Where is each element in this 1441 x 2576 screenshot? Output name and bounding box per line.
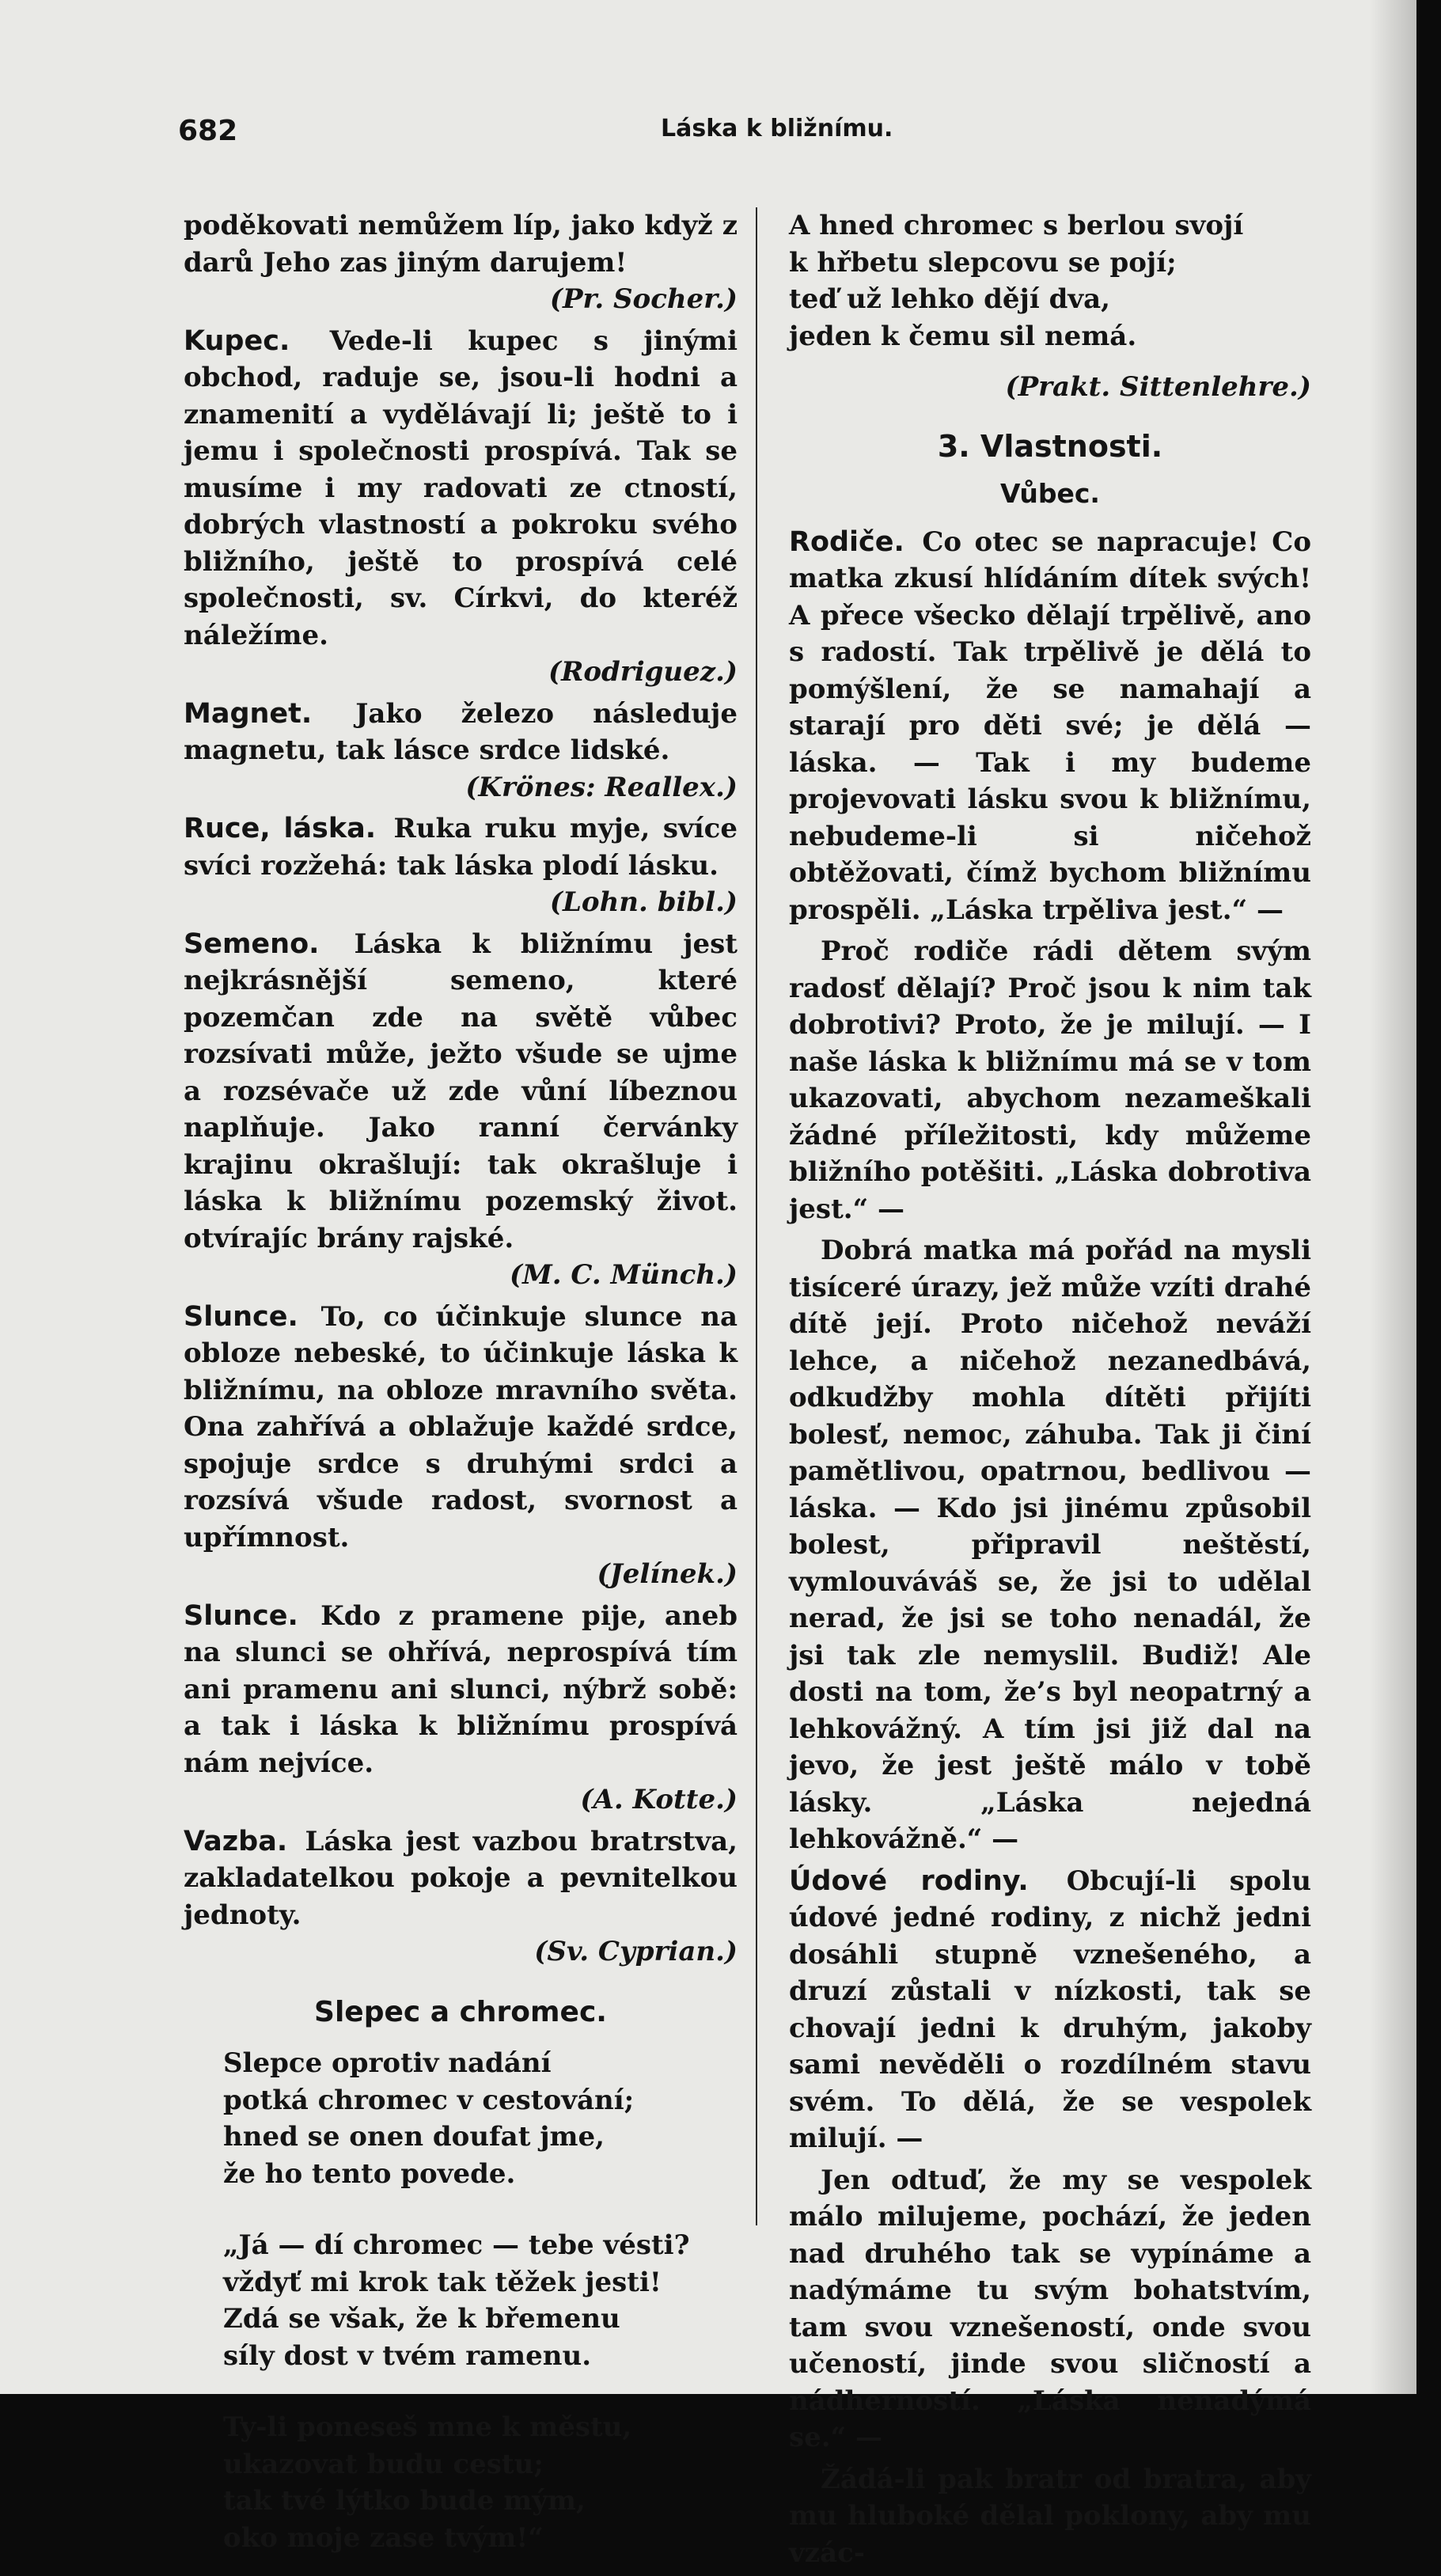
verse-line: teď už lehko dějí dva, [789, 283, 1111, 315]
poem [223, 2045, 738, 2556]
entry-vazba [184, 1823, 738, 1971]
verse-line: síly dost v tvém ramenu. [223, 2339, 592, 2372]
entry-source: (Lohn. bibl.) [549, 886, 738, 918]
entry-source: (M. C. Münch.) [510, 1259, 738, 1291]
verse-line: ukazovat budu cestu; [223, 2448, 544, 2480]
entry-keyword: Údové rodiny. [789, 1865, 1029, 1897]
entry-udove-rodiny [789, 1863, 1311, 2157]
paragraph: Žádá-li pak bratr od bratra, aby mu hluboké dělal poklony, aby mu vzác- [789, 2463, 1311, 2569]
entry-text: Ruka ruku myje, svíce svíci rozžehá: tak láska plodí lásku. [184, 813, 738, 882]
verse-line: Zdá se však, že k břemenu [223, 2303, 620, 2335]
entry-keyword: Rodiče. [789, 525, 904, 558]
poem-stanza [223, 2227, 738, 2374]
entry-keyword: Slunce. [184, 1300, 298, 1333]
right-column [789, 207, 1311, 2576]
entry-semeno [184, 926, 738, 1294]
entry-text: Láska k bližnímu jest nejkrásnější semeno, které pozemčan zde na světě vůbec rozsívati může, ježto všude se ujme a rozsévače už zde vůní líbeznou naplňuje. Jako ranní červánky krajinu okrašlují: tak okrašluje i láska k bližnímu pozemský život. otvírajíc brány rajské. [184, 928, 738, 1254]
verse-line: vždyť mi krok tak těžek jesti! [223, 2266, 662, 2298]
entry-slunce-2 [184, 1598, 738, 1819]
entry-text: Obcují-li spolu údové jedné rodiny, z nichž jedni dosáhli stupně vznešeného, a druzí zůstali v nízkosti, tak se chovají jedni k druhým, jakoby sami nevěděli o rozdílném stavu svém. To dělá, že se vespolek milují. — [789, 1865, 1311, 2154]
entry-ruce [184, 810, 738, 921]
page-number: 682 [178, 115, 238, 147]
entry-text: Kdo z pramene pije, aneb na slunci se ohřívá, neprospívá tím ani pramenu ani slunci, nýbrž sobě: a tak i láska k bližnímu prospívá nám nejvíce. [184, 1599, 738, 1779]
verse-line: oko moje zase tvým!“ [223, 2521, 544, 2554]
entry-keyword: Kupec. [184, 324, 290, 357]
verse-line: A hned chromec s berlou svojí [789, 210, 1244, 241]
entry-source: (Krönes: Reallex.) [465, 771, 738, 803]
poem-source: (Prakt. Sittenlehre.) [1005, 371, 1311, 403]
subsection-title: Vůbec. [1000, 478, 1100, 509]
poem-stanza [223, 2409, 738, 2556]
entry-source: (Pr. Socher.) [549, 283, 738, 315]
left-column [184, 207, 738, 2556]
entry-source: (A. Kotte.) [580, 1784, 738, 1815]
entry-source: (Sv. Cyprian.) [534, 1936, 738, 1967]
entry-keyword: Vazba. [184, 1825, 288, 1857]
entry-keyword: Semeno. [184, 928, 320, 960]
verse-line: že ho tento povede. [223, 2157, 516, 2190]
entry-keyword: Ruce, láska. [184, 813, 377, 844]
verse-line: hned se onen doufat jme, [223, 2121, 605, 2153]
entry-magnet [184, 696, 738, 806]
paragraph: Dobrá matka má pořád na mysli tisíceré úrazy, jež může vzíti drahé dítě její. Proto ničehož neváží lehce, a ničehož nezanedbává, odkudžby mohla dítěti přijíti bolesť, nemoc, záhuba. Tak ji činí pamětlivou, opatrnou, bedlivou — láska. — Kdo jsi jinému způsobil bolest, připravil neštěstí, vymlouváváš se, že jsi to udělal nerad, že jsi se toho nenadál, že jsi tak zle nemyslil. Budiž! Ale dosti na tom, že’s byl neopatrný a lehkovážný. A tím jsi již dal na jevo, že jest ještě málo v tobě lásky. „Láska nejedná lehkovážně.“ — [789, 1235, 1311, 1855]
entry-source: (Rodriguez.) [548, 656, 738, 688]
column-divider [756, 207, 757, 2225]
entry-text: Vede-li kupec s jinými obchod, raduje se, jsou-li hodni a znamenití a vydělávají li; ještě to i jemu i společnosti prospívá. Tak se musíme i my radovati ze ctností, dobrých vlastností a pokroku svého bližního, ještě to prospívá celé společnosti, sv. Církvi, do kteréž náležíme. [184, 324, 738, 651]
entry-text: Láska jest vazbou bratrstva, zakladatelkou pokoje a pevnitelkou jednoty. [184, 1825, 738, 1931]
entry-keyword: Magnet. [184, 697, 313, 730]
page-header [178, 115, 1365, 154]
poem-stanza [223, 2045, 738, 2192]
entry-text: poděkovati nemůžem líp, jako když z darů Jeho zas jiným darujem! [184, 210, 738, 279]
verse-line: tak tvé lýtko bude mým, [223, 2485, 586, 2517]
poem-title: Slepec a chromec. [314, 1995, 607, 2028]
running-title: Láska k bližnímu. [661, 115, 893, 142]
paragraph: Jen odtuď, že my se vespolek málo milujeme, pochází, že jeden nad druhého tak se vypínáme a nadýmáme tu svým bohatstvím, tam svou vznešeností, onde svou učeností, jinde svou sličností a nádherností. „Láska nenadýmá se.“ — [789, 2164, 1311, 2453]
verse-line: potká chromec v cestování; [223, 2084, 635, 2116]
verse-line: Slepce oprotiv nadání [223, 2047, 552, 2079]
section-title: 3. Vlastnosti. [937, 428, 1163, 464]
entry-slunce-1 [184, 1299, 738, 1593]
verse-line: Ty-li poneseš mne k městu, [223, 2411, 632, 2443]
entry-rodice [789, 524, 1311, 929]
entry-text: Co otec se napracuje! Co matka zkusí hlídáním dítek svých! A přece všecko dělají trpělivě, ano s radostí. Tak trpělivě je dělá to pomýšlení, že se namahají a starají pro děti své; je dělá — láska. — Tak i my budeme projevovati lásku svou k bližnímu, nebudeme-li si ničehož obtěžovati, čímž bychom bližnímu prospěli. „Láska trpěliva jest.“ — [789, 525, 1312, 926]
verse-line: „Já — dí chromec — tebe vésti? [223, 2229, 690, 2261]
entry-keyword: Slunce. [184, 1599, 298, 1632]
entry-text: Jako železo následuje magnetu, tak lásce srdce lidské. [184, 697, 738, 766]
paragraph: Proč rodiče rádi dětem svým radosť dělají? Proč jsou k nim tak dobrotivi? Proto, že je milují. — I naše láska k bližnímu má se v tom ukazovati, abychom nezameškali žádné příležitosti, kdy můžeme bližního potěšiti. „Láska dobrotiva jest.“ — [789, 935, 1311, 1225]
verse-line: jeden k čemu sil nemá. [789, 320, 1137, 352]
entry-continuation [184, 207, 738, 318]
poem-continuation [789, 207, 1311, 406]
verse-line: k hřbetu slepcovu se pojí; [789, 246, 1177, 279]
entry-source: (Jelínek.) [597, 1558, 738, 1590]
entry-text: To, co účinkuje slunce na obloze nebeské, to účinkuje láska k bližnímu, na obloze mravního světa. Ona zahřívá a oblažuje každé srdce, spojuje srdce s druhými srdci a rozsívá všude radost, svornost a upřímnost. [184, 1300, 738, 1554]
entry-kupec [184, 323, 738, 691]
